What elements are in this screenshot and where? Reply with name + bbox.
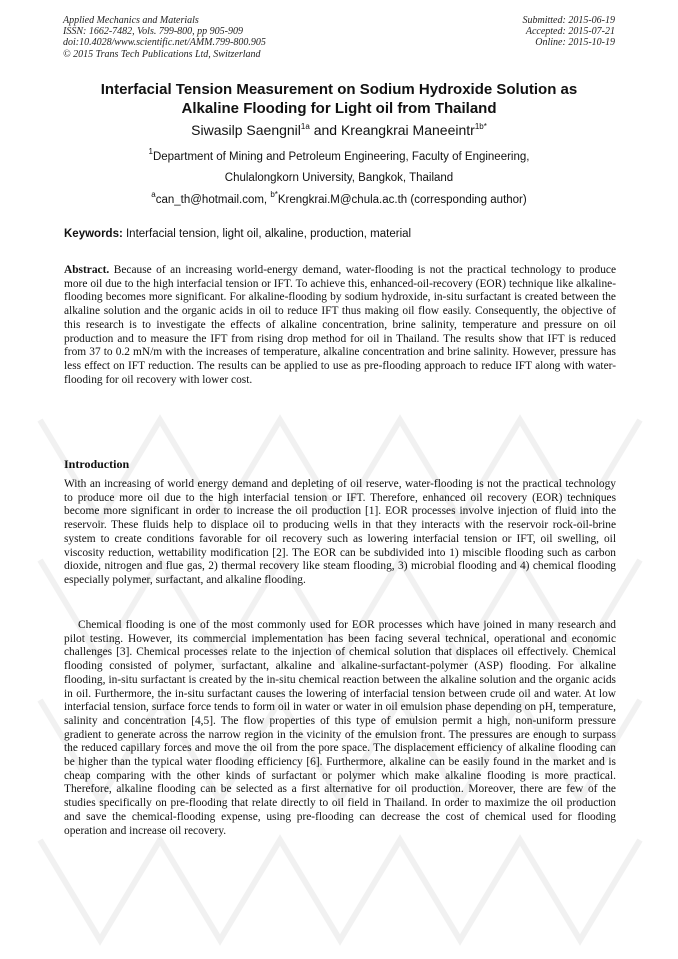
abstract-label: Abstract. — [64, 264, 110, 276]
email-a: can_th@hotmail.com, — [155, 194, 271, 206]
title-line-1: Interfacial Tension Measurement on Sodium Hydroxide Solution as — [100, 81, 578, 98]
author-connector: and — [309, 122, 341, 138]
introduction-paragraph-2 — [64, 619, 616, 838]
submitted-date: Submitted: 2015-06-19 — [522, 15, 615, 26]
email-line — [40, 190, 638, 207]
keywords-label: Keywords: — [64, 228, 123, 240]
email-a-mark: a — [151, 190, 156, 199]
author-2: Kreangkrai Maneeintr — [340, 122, 475, 138]
issn-line: ISSN: 1662-7482, Vols. 799-800, pp 905-909 — [63, 26, 243, 38]
affiliation-mark: 1 — [148, 147, 153, 156]
accepted-date: Accepted: 2015-07-21 — [525, 26, 615, 38]
author-list — [40, 121, 638, 139]
author-2-mark: 1b* — [474, 122, 487, 131]
journal-name: Applied Mechanics and Materials — [63, 15, 199, 26]
introduction-heading: Introduction — [64, 457, 130, 471]
journal-info — [63, 15, 266, 60]
affiliation-line-2 — [40, 171, 638, 185]
author-1-mark: 1a — [300, 122, 310, 131]
copyright-line: © 2015 Trans Tech Publications Ltd, Switzerland — [63, 48, 261, 60]
author-1: Siwasilp Saengnil — [191, 122, 301, 138]
publication-dates — [523, 15, 616, 49]
paper-title — [60, 80, 618, 118]
keywords-text: Interfacial tension, light oil, alkaline, production, material — [122, 228, 412, 240]
affiliation-text-1: Department of Mining and Petroleum Engineering, Faculty of Engineering, — [152, 151, 530, 163]
online-date: Online: 2015-10-19 — [535, 37, 615, 49]
title-line-2: Alkaline Flooding for Light oil from Thailand — [181, 100, 497, 117]
email-b-mark: b* — [270, 190, 278, 199]
introduction-paragraph-1 — [64, 478, 616, 588]
email-b: Krengkrai.M@chula.ac.th (corresponding author) — [277, 194, 527, 206]
doi-line: doi:10.4028/www.scientific.net/AMM.799-800.905 — [63, 37, 266, 49]
paragraph-text: Chemical flooding is one of the most commonly used for EOR processes which have joined in many research and pilot testing. However, its commercial implementation has been facing several technical, operational and economic challenges [3]. Chemical processes relate to the injection of chemical solution that displaces oil effectively. Chemical flooding consisted of polymer, surfactant, alkaline and alkaline-surfactant-polymer (ASP) flooding. For alkaline flooding, in-situ surfactant is created by the in-situ chemical reaction between the alkaline solution and the organic acids in oil. Furthermore, the in-situ surfactant causes the lowering of interfacial tension between crude oil and water. At low interfacial tension, surface force tends to form oil in water or water in oil emulsion phase depending on pH, temperature, salinity and concentration [4,5]. The flow properties of this type of emulsion permit a high, non-uniform pressure gradient to generate across the narrow region in the vicinity of the emulsion front. The pressures are enough to surpass the reduced capillary forces and move the oil from the pore space. The displacement efficiency of alkaline flooding can be higher than the typical water flooding efficiency [6]. Furthermore, alkaline can be easily found in the market and is cheap comparing with the other kinds of surfactant or polymer which make alkaline flooding is more practical. Therefore, alkaline flooding can be selected as a first alternative for oil production. Moreover, there are few of the studies specifically on pre-flooding that relate directly to oil field in Thailand. In order to maximize the oil production and save the chemical-flooding expense, using pre-flooding can decrease the cost of chemical used for flooding operation and increase oil recovery. — [64, 619, 616, 837]
paragraph-text: With an increasing of world energy demand and depleting of oil reserve, water-flooding is not the practical technology to produce more oil due to the high interfacial tension or IFT. Therefore, enhanced oil recovery (EOR) techniques become more significant in order to increase the oil production [1]. EOR processes involve injection of fluid into the reservoir. These fluids help to displace oil to producing wells in that they interacts with the reservoir rock-oil-brine system to create conditions favorable for oil recovery such as lowering interfacial tension or IFT, oil swelling, oil viscosity reduction, wettability modification [2]. The EOR can be subdivided into 1) miscible flooding such as carbon dioxide, nitrogen and flue gas, 2) thermal recovery like steam flooding, 3) microbial flooding and 4) chemical flooding especially polymer, surfactant, and alkaline flooding. — [64, 478, 616, 586]
abstract — [64, 264, 616, 387]
keywords — [64, 227, 616, 241]
affiliation-text-2: Chulalongkorn University, Bangkok, Thailand — [224, 172, 454, 184]
abstract-text: Because of an increasing world-energy demand, water-flooding is not the practical technology to produce more oil due to the high interfacial tension or IFT. To achieve this, enhanced-oil-recovery (EOR) technique like alkaline-flooding becomes more significant. For alkaline-flooding by sodium hydroxide, in-situ surfactant is created between the alkaline solution and the organic acids in oil to reduce IFT thus making oil flow easily. Consequently, the objective of this research is to investigate the effects of alkaline concentration, brine salinity, temperature and pressure on oil production and to measure the IFT from rising drop method for oil in Thailand. The results show that IFT is reduced from 37 to 0.2 mN/m with the increases of temperature, alkaline concentration and brine salinity. However, pressure has less effect on IFT reduction. The results can be applied to use as pre-flooding approach to reduce IFT along with water-flooding for oil recovery with lower cost. — [64, 264, 616, 386]
affiliation-line-1 — [40, 147, 638, 164]
